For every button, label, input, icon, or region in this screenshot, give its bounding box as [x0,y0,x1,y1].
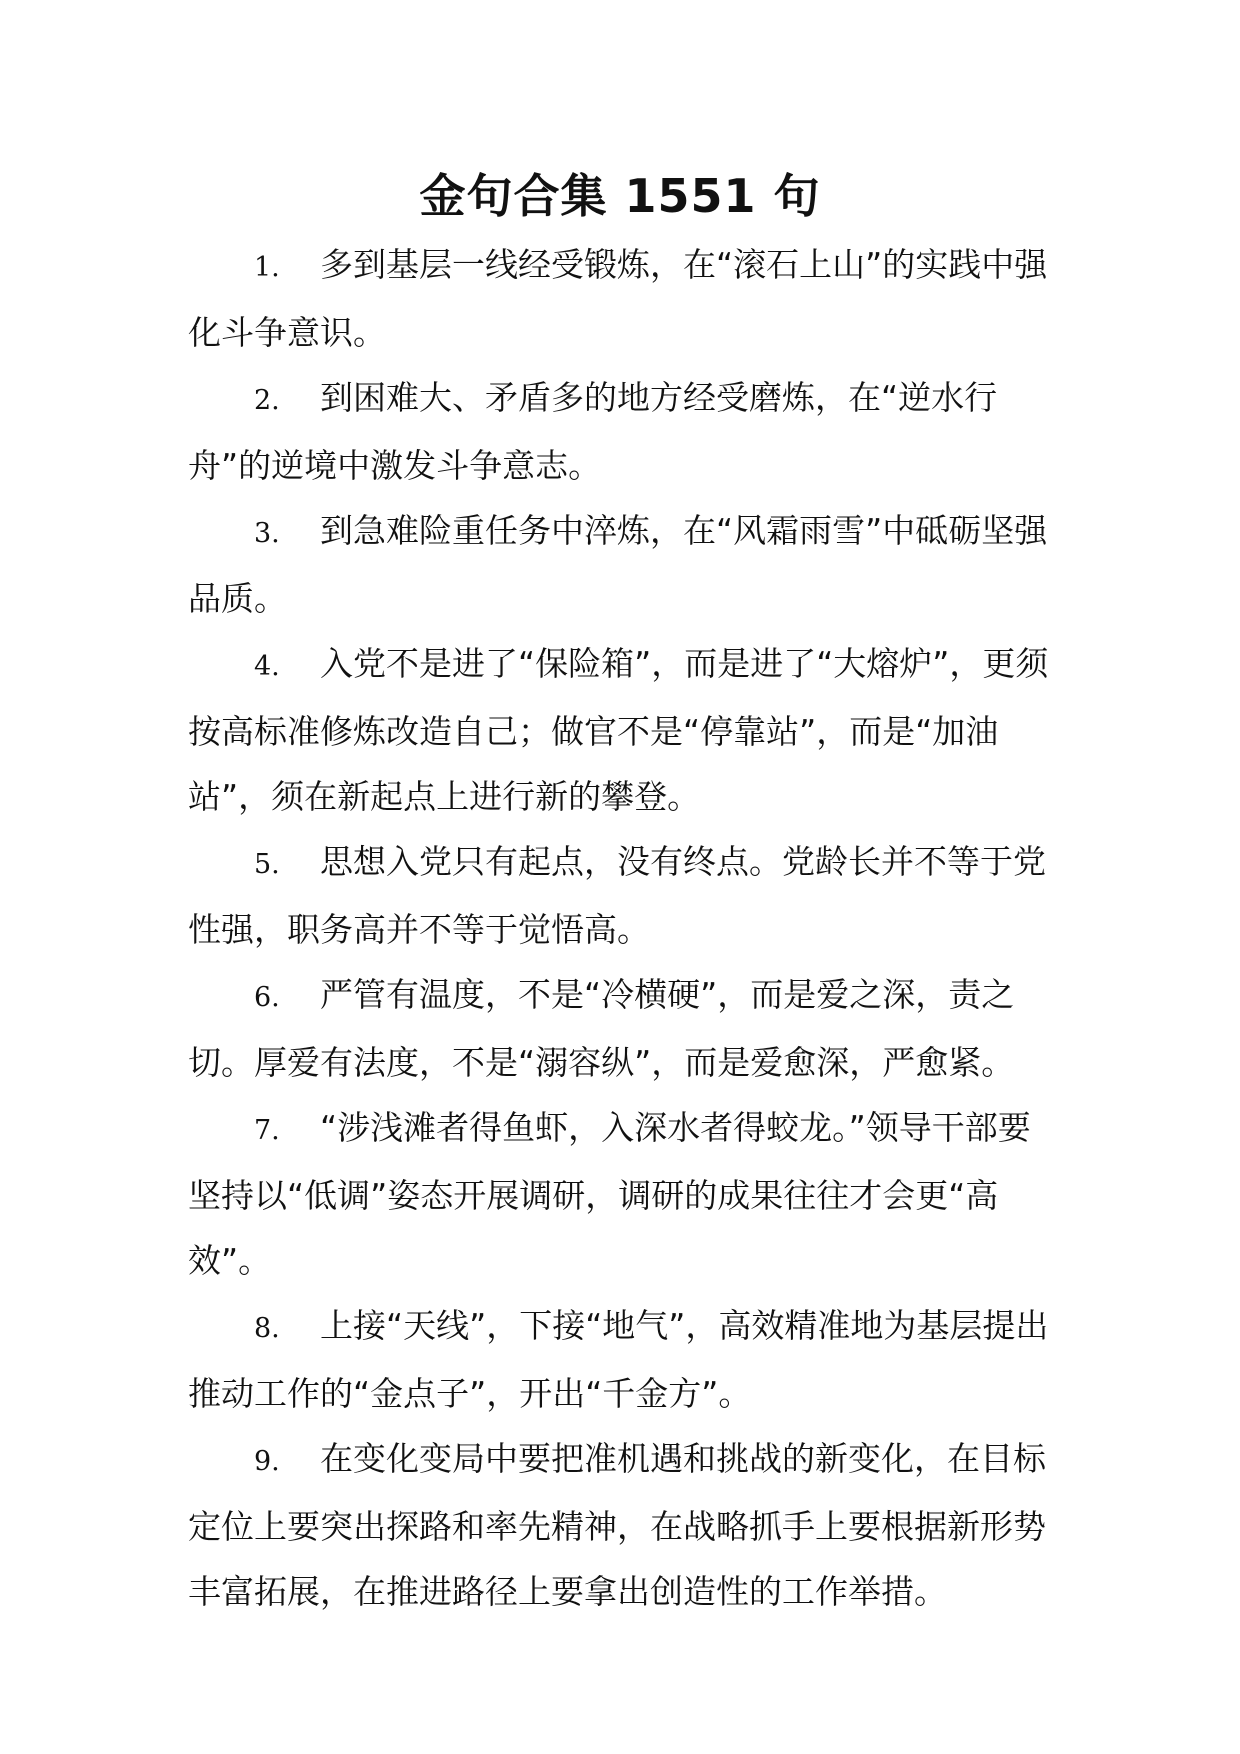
item-text: 多到基层一线经受锻炼，在“滚石上山”的实践中强化斗争意识。 [188,245,1048,352]
list-item [188,962,1058,1095]
list-item [188,498,1058,631]
item-text: 上接“天线”，下接“地气”，高效精准地为基层提出推动工作的“金点子”，开出“千金方”。 [188,1306,1049,1413]
document-body [188,232,1058,1624]
item-number: 6. [254,982,280,1013]
item-text: 到急难险重任务中淬炼，在“风霜雨雪”中砥砺坚强品质。 [188,511,1048,618]
item-number: 3. [254,518,280,549]
list-item [188,365,1058,498]
list-item [188,1095,1058,1293]
item-text: 思想入党只有起点，没有终点。党龄长并不等于党性强，职务高并不等于觉悟高。 [188,842,1046,949]
item-text: 到困难大、矛盾多的地方经受磨炼，在“逆水行舟”的逆境中激发斗争意志。 [188,378,998,485]
list-item [188,1293,1058,1426]
item-number: 7. [254,1115,280,1146]
item-number: 9. [254,1446,280,1477]
item-text: 入党不是进了“保险箱”，而是进了“大熔炉”，更须按高标准修炼改造自己；做官不是“停靠站”，而是“加油站”，须在新起点上进行新的攀登。 [188,644,1049,816]
list-item [188,829,1058,962]
item-number: 5. [254,849,280,880]
item-text: 在变化变局中要把准机遇和挑战的新变化，在目标定位上要突出探路和率先精神，在战略抓手上要根据新形势丰富拓展，在推进路径上要拿出创造性的工作举措。 [188,1439,1046,1611]
list-item [188,232,1058,365]
list-item [188,1426,1058,1624]
item-number: 4. [254,651,280,682]
document-title: 金句合集 1551 句 [419,169,821,223]
item-text: “涉浅滩者得鱼虾，入深水者得蛟龙。”领导干部要坚持以“低调”姿态开展调研，调研的成果往往才会更“高效”。 [188,1108,1031,1280]
item-text: 严管有温度，不是“冷横硬”，而是爱之深，责之切。厚爱有法度，不是“溺容纵”，而是爱愈深，严愈紧。 [188,975,1015,1082]
list-item [188,631,1058,829]
item-number: 8. [254,1313,280,1344]
item-number: 2. [254,385,280,416]
item-number: 1. [254,252,280,283]
